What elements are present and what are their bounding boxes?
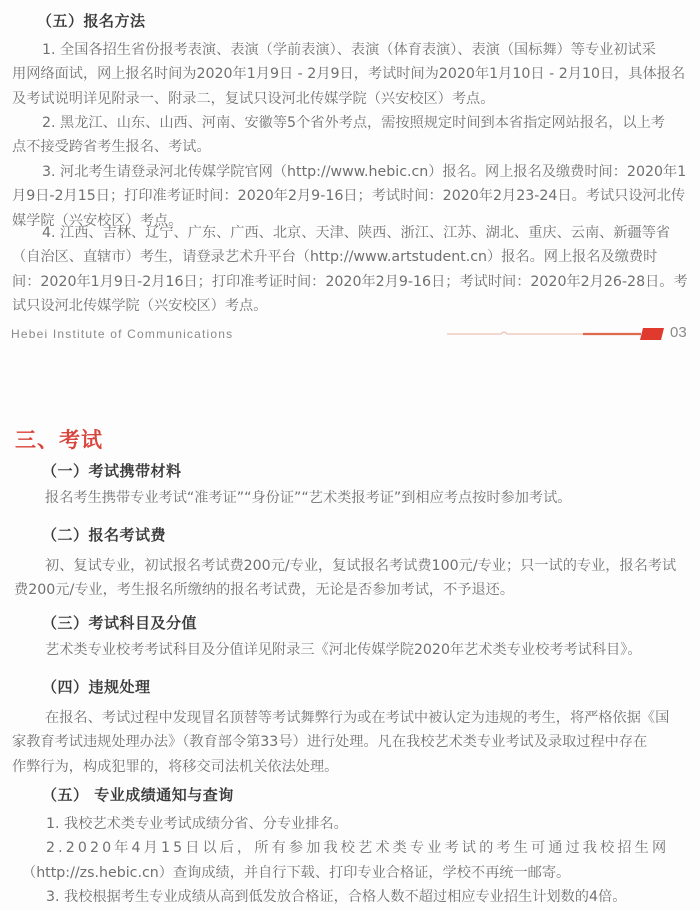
page-number: 03 (670, 324, 687, 341)
footer-decorative-line (445, 322, 667, 344)
text-line: （http://zs.hebic.cn）查询成绩，并自行下载、打印专业合格证，学校不再统一邮寄。 (22, 864, 571, 881)
text-line: 在报名、考试过程中发现冒名顶替等考试舞弊行为或在考试中被认定为违规的考生，将严格依据《国 (45, 710, 670, 726)
decorative-line-icon (445, 322, 667, 344)
paragraph-violations (12, 706, 688, 779)
text-line: 报名考生携带专业考试“准考证”“身份证”“艺术类报考证”到相应考点按时参加考试。 (45, 490, 572, 506)
text-line: 3. 我校根据考生专业成绩从高到低发放合格证，合格人数不超过相应专业招生计划数的4倍。 (46, 889, 627, 906)
subheading-violations: （四）违规处理 (42, 678, 151, 696)
text-line: 媒学院（兴安校区）考点。 (12, 212, 183, 229)
registration-item-2 (12, 111, 688, 160)
text-line: 1. 我校艺术类专业考试成绩分省、分专业排名。 (46, 816, 348, 832)
text-line: 间：2020年1月9日-2月16日；打印准考证时间：2020年2月9-16日；考试时间：2020年2月26-28日。考 (12, 273, 688, 290)
text-line: 2. 黑龙江、山东、山西、河南、安徽等5个省外考点，需按照规定时间到本省指定网站报名，以上考 (42, 115, 665, 131)
text-line: 作弊行为，构成犯罪的，将移交司法机关依法处理。 (12, 758, 339, 775)
text-line: 4. 江西、吉林、辽宁、广东、广西、北京、天津、陕西、浙江、江苏、湖北、重庆、云南、新疆等省 (42, 225, 671, 241)
text-line: 月9日-2月15日；打印准考证时间：2020年2月9-16日；考试时间：2020年2月23-24日。考试只设河北传 (12, 188, 686, 205)
text-line: 点不接受跨省考生报名、考试。 (12, 139, 211, 156)
footer-institution-name: Hebei Institute of Communications (11, 327, 234, 341)
subheading-materials: （一）考试携带材料 (42, 462, 182, 480)
section-title-exam: 三、考试 (15, 428, 103, 452)
text-line: 1. 全国各招生省份报考表演、表演（学前表演）、表演（体育表演）、表演（国标舞）等专业初试采 (42, 42, 656, 58)
registration-item-4 (12, 221, 688, 319)
subheading-subjects: （三）考试科目及分值 (42, 614, 198, 632)
text-line: （自治区、直辖市）考生，请登录艺术升平台（http://www.artstudent.cn）报名。网上报名及缴费时 (12, 249, 658, 266)
text-line: 费200元/专业，考生报名所缴纳的报名考试费，无论是否参加考试，不予退还。 (14, 582, 515, 599)
text-line: 用网络面试，网上报名时间为2020年1月9日 - 2月9日，考试时间为2020年1月10日 - 2月10日，具体报名 (12, 66, 686, 83)
text-line: 2.2020年4月15日以后，所有参加我校艺术类专业考试的考生可通过我校招生网 (46, 840, 670, 857)
paragraph-results (22, 812, 688, 910)
text-line: 家教育考试违规处理办法》（教育部令第33号）进行处理。凡在我校艺术类专业考试及录取过程中存在 (12, 734, 648, 751)
paragraph-materials (12, 486, 688, 510)
text-line: 及考试说明详见附录一、附录二，复试只设河北传媒学院（兴安校区）考点。 (12, 90, 495, 107)
text-line: 3. 河北考生请登录河北传媒学院官网（http://www.hebic.cn）报名。网上报名及缴费时间：2020年1 (42, 164, 687, 180)
text-line: 试只设河北传媒学院（兴安校区）考点。 (12, 298, 268, 315)
subheading-fee: （二）报名考试费 (42, 526, 167, 544)
heading-registration-method: （五）报名方法 (37, 12, 146, 30)
paragraph-fee (14, 554, 688, 603)
text-line: 艺术类专业校考考试科目及分值详见附录三《河北传媒学院2020年艺术类专业校考考试科目》。 (45, 642, 642, 658)
paragraph-subjects (12, 638, 688, 662)
text-line: 初、复试专业，初试报名考试费200元/专业，复试报名考试费100元/专业；只一试的专业，报名考试 (45, 558, 677, 574)
registration-item-1 (12, 38, 688, 111)
subheading-results: （五） 专业成绩通知与查询 (42, 786, 234, 804)
